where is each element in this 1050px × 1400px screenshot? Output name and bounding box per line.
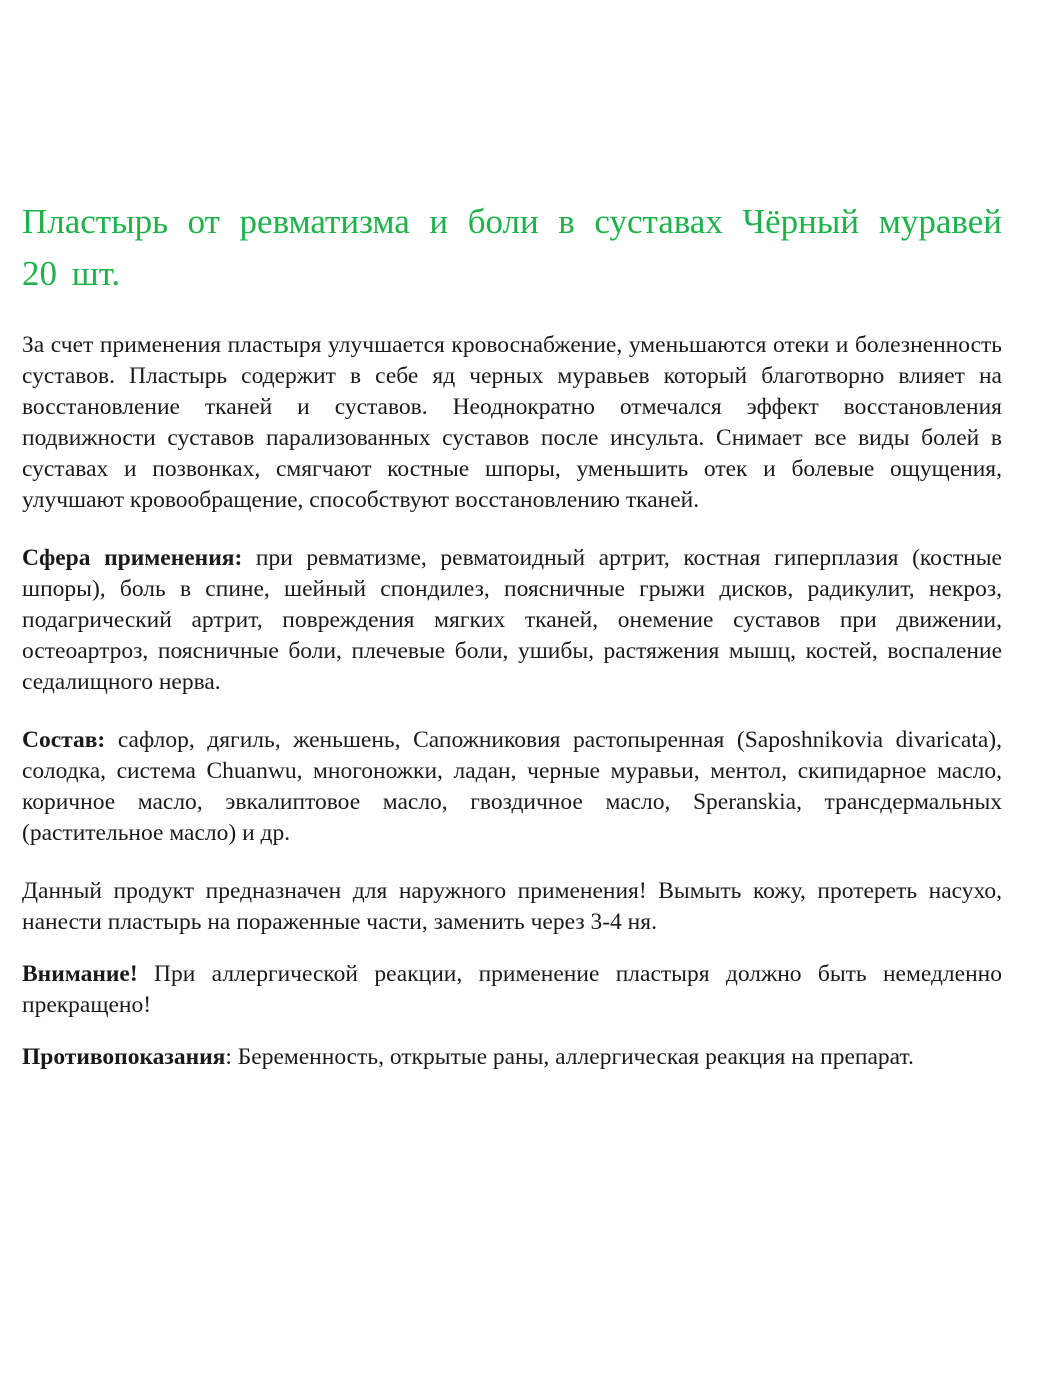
- warning-paragraph: [22, 959, 1002, 1021]
- contraindications-text: : Беременность, открытые раны, аллергическая реакция на препарат.: [225, 1044, 914, 1070]
- composition-text: сафлор, дягиль, женьшень, Сапожниковия растопыренная (Saposhnikovia divaricata), солодка, система Chuanwu, многоножки, ладан, черные муравьи, ментол, скипидарное масло, коричное масло, эвкалиптовое масло, гвоздичное масло, Speranskia, трансдермальных (растительное масло) и др.: [22, 727, 1002, 846]
- product-title: Пластырь от ревматизма и боли в суставах Чёрный муравей 20 шт.: [22, 202, 1002, 293]
- warning-text: При аллергической реакции, применение пластыря должно быть немедленно прекращено!: [22, 961, 1002, 1018]
- intro-paragraph: За счет применения пластыря улучшается кровоснабжение, уменьшаются отеки и болезненность суставов. Пластырь содержит в себе яд черных муравьев который благотворно влияет на восстановление тканей и суставов. Неоднократно отмечался эффект восстановления подвижности суставов парализованных суставов после инсульта. Снимает все виды болей в суставах и позвонках, смягчают костные шпоры, уменьшить отек и болевые ощущения, улучшают кровообращение, способствуют восстановлению тканей.: [22, 332, 1002, 513]
- scope-paragraph: [22, 543, 1002, 698]
- contraindications-paragraph: [22, 1042, 1002, 1073]
- composition-label: Состав:: [22, 727, 106, 753]
- contraindications-label: Противопоказания: [22, 1044, 226, 1070]
- document-page: [22, 196, 1002, 1100]
- scope-text: при ревматизме, ревматоидный артрит, костная гиперплазия (костные шпоры), боль в спине, шейный спондилез, поясничные грыжи дисков, радикулит, некроз, подагрический артрит, повреждения мягких тканей, онемение суставов при движении, остеоартроз, поясничные боли, плечевые боли, ушибы, растяжения мышц, костей, воспаление седалищного нерва.: [22, 545, 1002, 695]
- warning-label: Внимание!: [22, 961, 138, 987]
- scope-label: Сфера применения:: [22, 545, 243, 571]
- composition-paragraph: [22, 725, 1002, 849]
- usage-paragraph: Данный продукт предназначен для наружного применения! Вымыть кожу, протереть насухо, нанести пластырь на пораженные части, заменить через 3-4 ня.: [22, 878, 1002, 935]
